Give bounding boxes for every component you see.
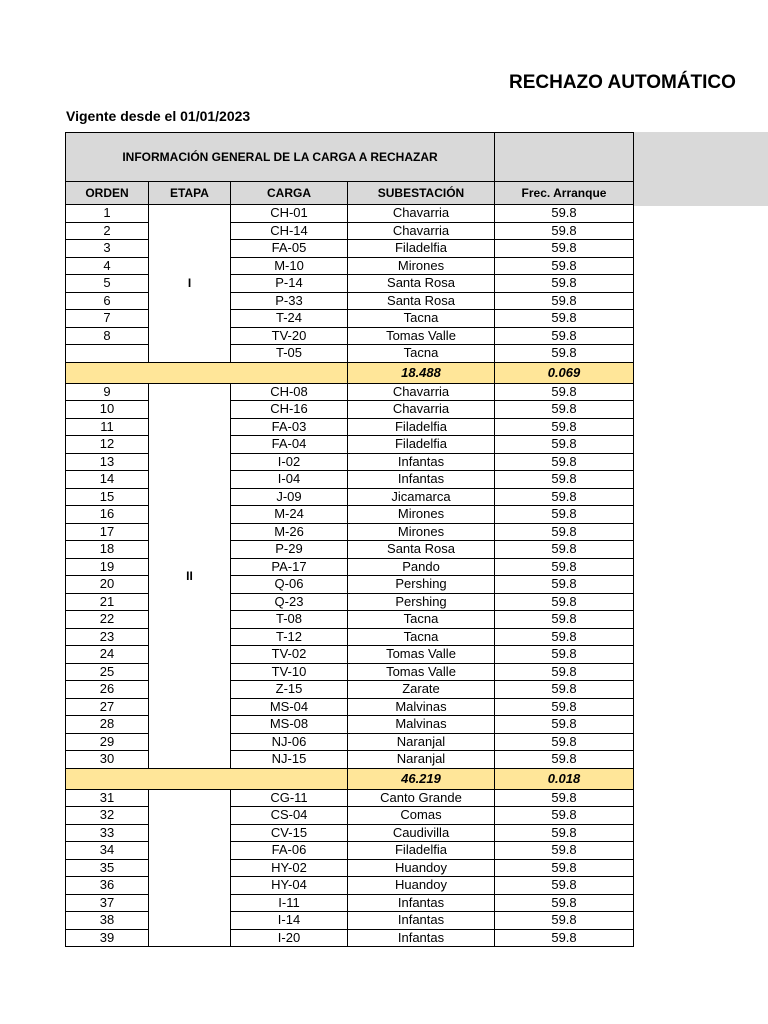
col-header-etapa: ETAPA [149, 182, 231, 205]
cell-subestacion: Zarate [348, 681, 495, 699]
cell-carga: HY-02 [231, 859, 348, 877]
col-header-orden: ORDEN [66, 182, 149, 205]
cell-carga: I-02 [231, 453, 348, 471]
cell-subestacion: Tomas Valle [348, 646, 495, 664]
cell-frec: 59.8 [495, 383, 634, 401]
col-header-carga: CARGA [231, 182, 348, 205]
subtotal-frec: 0.069 [495, 362, 634, 383]
cell-orden: 19 [66, 558, 149, 576]
cell-carga: FA-04 [231, 436, 348, 454]
cell-frec: 59.8 [495, 240, 634, 258]
cell-carga: CG-11 [231, 789, 348, 807]
cell-orden: 27 [66, 698, 149, 716]
cell-carga: HY-04 [231, 877, 348, 895]
col-header-subestacion: SUBESTACIÓN [348, 182, 495, 205]
cell-carga: T-24 [231, 310, 348, 328]
cell-subestacion: Tacna [348, 628, 495, 646]
cell-etapa: II [149, 383, 231, 768]
cell-frec: 59.8 [495, 716, 634, 734]
cell-frec: 59.8 [495, 789, 634, 807]
cell-subestacion: Naranjal [348, 733, 495, 751]
cell-carga: FA-05 [231, 240, 348, 258]
cell-subestacion: Filadelfia [348, 418, 495, 436]
cell-subestacion: Infantas [348, 894, 495, 912]
cell-carga: CH-16 [231, 401, 348, 419]
cell-orden: 26 [66, 681, 149, 699]
cell-frec: 59.8 [495, 541, 634, 559]
cell-frec: 59.8 [495, 558, 634, 576]
cell-carga: M-10 [231, 257, 348, 275]
cell-subestacion: Filadelfia [348, 436, 495, 454]
cell-carga: MS-08 [231, 716, 348, 734]
effective-date: Vigente desde el 01/01/2023 [66, 108, 251, 124]
page-title: RECHAZO AUTOMÁTICO [509, 72, 736, 93]
cell-subestacion: Pershing [348, 576, 495, 594]
cell-orden: 1 [66, 205, 149, 223]
cell-carga: T-08 [231, 611, 348, 629]
cell-orden: 12 [66, 436, 149, 454]
cell-frec: 59.8 [495, 859, 634, 877]
cell-subestacion: Pershing [348, 593, 495, 611]
cell-subestacion: Infantas [348, 453, 495, 471]
cell-subestacion: Mirones [348, 257, 495, 275]
cell-frec: 59.8 [495, 453, 634, 471]
cell-carga: I-11 [231, 894, 348, 912]
cell-orden: 29 [66, 733, 149, 751]
cell-orden: 11 [66, 418, 149, 436]
cell-subestacion: Jicamarca [348, 488, 495, 506]
cell-carga: TV-02 [231, 646, 348, 664]
cell-subestacion: Filadelfia [348, 842, 495, 860]
cell-frec: 59.8 [495, 292, 634, 310]
cell-orden: 36 [66, 877, 149, 895]
cell-orden: 24 [66, 646, 149, 664]
cell-frec: 59.8 [495, 663, 634, 681]
cell-carga: Q-06 [231, 576, 348, 594]
cell-carga: J-09 [231, 488, 348, 506]
cell-carga: MS-04 [231, 698, 348, 716]
cell-carga: CH-01 [231, 205, 348, 223]
cell-orden: 4 [66, 257, 149, 275]
cell-frec: 59.8 [495, 894, 634, 912]
cell-orden: 5 [66, 275, 149, 293]
cell-frec: 59.8 [495, 698, 634, 716]
cell-subestacion: Mirones [348, 523, 495, 541]
cell-etapa: I [149, 205, 231, 363]
cell-frec: 59.8 [495, 471, 634, 489]
table-row [66, 789, 634, 807]
cell-orden: 10 [66, 401, 149, 419]
cell-subestacion: Chavarria [348, 222, 495, 240]
cell-carga: TV-10 [231, 663, 348, 681]
subtotal-frec: 0.018 [495, 768, 634, 789]
cell-subestacion: Tomas Valle [348, 663, 495, 681]
cell-carga: CS-04 [231, 807, 348, 825]
cell-subestacion: Santa Rosa [348, 541, 495, 559]
cell-orden: 16 [66, 506, 149, 524]
cell-carga: M-24 [231, 506, 348, 524]
cell-frec: 59.8 [495, 576, 634, 594]
cell-subestacion: Tacna [348, 345, 495, 363]
cell-carga: FA-06 [231, 842, 348, 860]
cell-frec: 59.8 [495, 506, 634, 524]
cell-subestacion: Chavarria [348, 401, 495, 419]
group-header: INFORMACIÓN GENERAL DE LA CARGA A RECHAZAR [66, 133, 495, 182]
cell-orden: 25 [66, 663, 149, 681]
cell-orden: 13 [66, 453, 149, 471]
cell-subestacion: Caudivilla [348, 824, 495, 842]
cell-frec: 59.8 [495, 912, 634, 930]
cell-subestacion: Huandoy [348, 877, 495, 895]
cell-subestacion: Naranjal [348, 751, 495, 769]
cell-subestacion: Infantas [348, 912, 495, 930]
cell-carga: T-12 [231, 628, 348, 646]
cell-subestacion: Chavarria [348, 383, 495, 401]
header-extension [633, 132, 768, 206]
cell-frec: 59.8 [495, 310, 634, 328]
cell-orden: 8 [66, 327, 149, 345]
subtotal-load: 46.219 [348, 768, 495, 789]
cell-orden: 38 [66, 912, 149, 930]
cell-frec: 59.8 [495, 877, 634, 895]
table-row [66, 205, 634, 223]
cell-frec: 59.8 [495, 275, 634, 293]
cell-subestacion: Tomas Valle [348, 327, 495, 345]
cell-orden: 22 [66, 611, 149, 629]
cell-frec: 59.8 [495, 593, 634, 611]
cell-frec: 59.8 [495, 488, 634, 506]
cell-orden: 28 [66, 716, 149, 734]
load-shedding-table [65, 132, 634, 947]
cell-carga: PA-17 [231, 558, 348, 576]
cell-frec: 59.8 [495, 751, 634, 769]
cell-carga: TV-20 [231, 327, 348, 345]
cell-subestacion: Mirones [348, 506, 495, 524]
cell-orden: 6 [66, 292, 149, 310]
cell-orden: 7 [66, 310, 149, 328]
cell-carga: M-26 [231, 523, 348, 541]
cell-orden: 2 [66, 222, 149, 240]
cell-carga: CH-08 [231, 383, 348, 401]
cell-orden: 32 [66, 807, 149, 825]
cell-orden [66, 345, 149, 363]
cell-frec: 59.8 [495, 523, 634, 541]
header-blank [495, 133, 634, 182]
cell-subestacion: Pando [348, 558, 495, 576]
cell-orden: 9 [66, 383, 149, 401]
cell-carga: CV-15 [231, 824, 348, 842]
cell-subestacion: Filadelfia [348, 240, 495, 258]
cell-frec: 59.8 [495, 257, 634, 275]
cell-frec: 59.8 [495, 929, 634, 947]
cell-frec: 59.8 [495, 436, 634, 454]
cell-orden: 15 [66, 488, 149, 506]
cell-carga: CH-14 [231, 222, 348, 240]
cell-frec: 59.8 [495, 401, 634, 419]
cell-orden: 18 [66, 541, 149, 559]
subtotal-load: 18.488 [348, 362, 495, 383]
cell-carga: NJ-06 [231, 733, 348, 751]
cell-carga: FA-03 [231, 418, 348, 436]
col-header-frec: Frec. Arranque [495, 182, 634, 205]
cell-frec: 59.8 [495, 733, 634, 751]
cell-carga: P-29 [231, 541, 348, 559]
cell-subestacion: Malvinas [348, 698, 495, 716]
cell-frec: 59.8 [495, 418, 634, 436]
cell-frec: 59.8 [495, 345, 634, 363]
cell-subestacion: Malvinas [348, 716, 495, 734]
cell-frec: 59.8 [495, 205, 634, 223]
subtotal-row [66, 768, 634, 789]
cell-carga: P-33 [231, 292, 348, 310]
cell-subestacion: Huandoy [348, 859, 495, 877]
cell-carga: NJ-15 [231, 751, 348, 769]
cell-subestacion: Infantas [348, 471, 495, 489]
cell-frec: 59.8 [495, 611, 634, 629]
cell-frec: 59.8 [495, 681, 634, 699]
cell-subestacion: Tacna [348, 611, 495, 629]
subtotal-label [66, 362, 348, 383]
cell-orden: 23 [66, 628, 149, 646]
cell-orden: 31 [66, 789, 149, 807]
subtotal-label [66, 768, 348, 789]
cell-carga: Z-15 [231, 681, 348, 699]
cell-orden: 39 [66, 929, 149, 947]
cell-subestacion: Tacna [348, 310, 495, 328]
cell-orden: 14 [66, 471, 149, 489]
cell-frec: 59.8 [495, 327, 634, 345]
cell-subestacion: Canto Grande [348, 789, 495, 807]
cell-orden: 37 [66, 894, 149, 912]
subtotal-row [66, 362, 634, 383]
cell-subestacion: Santa Rosa [348, 275, 495, 293]
cell-orden: 33 [66, 824, 149, 842]
cell-carga: I-20 [231, 929, 348, 947]
cell-carga: I-14 [231, 912, 348, 930]
cell-subestacion: Infantas [348, 929, 495, 947]
cell-orden: 21 [66, 593, 149, 611]
cell-subestacion: Comas [348, 807, 495, 825]
cell-frec: 59.8 [495, 842, 634, 860]
cell-orden: 35 [66, 859, 149, 877]
cell-frec: 59.8 [495, 646, 634, 664]
cell-orden: 34 [66, 842, 149, 860]
cell-frec: 59.8 [495, 628, 634, 646]
cell-subestacion: Chavarria [348, 205, 495, 223]
cell-carga: Q-23 [231, 593, 348, 611]
cell-orden: 3 [66, 240, 149, 258]
cell-carga: T-05 [231, 345, 348, 363]
table-row [66, 383, 634, 401]
cell-frec: 59.8 [495, 222, 634, 240]
cell-etapa [149, 789, 231, 947]
cell-frec: 59.8 [495, 824, 634, 842]
cell-subestacion: Santa Rosa [348, 292, 495, 310]
cell-orden: 30 [66, 751, 149, 769]
cell-frec: 59.8 [495, 807, 634, 825]
cell-orden: 20 [66, 576, 149, 594]
cell-carga: I-04 [231, 471, 348, 489]
cell-orden: 17 [66, 523, 149, 541]
cell-carga: P-14 [231, 275, 348, 293]
